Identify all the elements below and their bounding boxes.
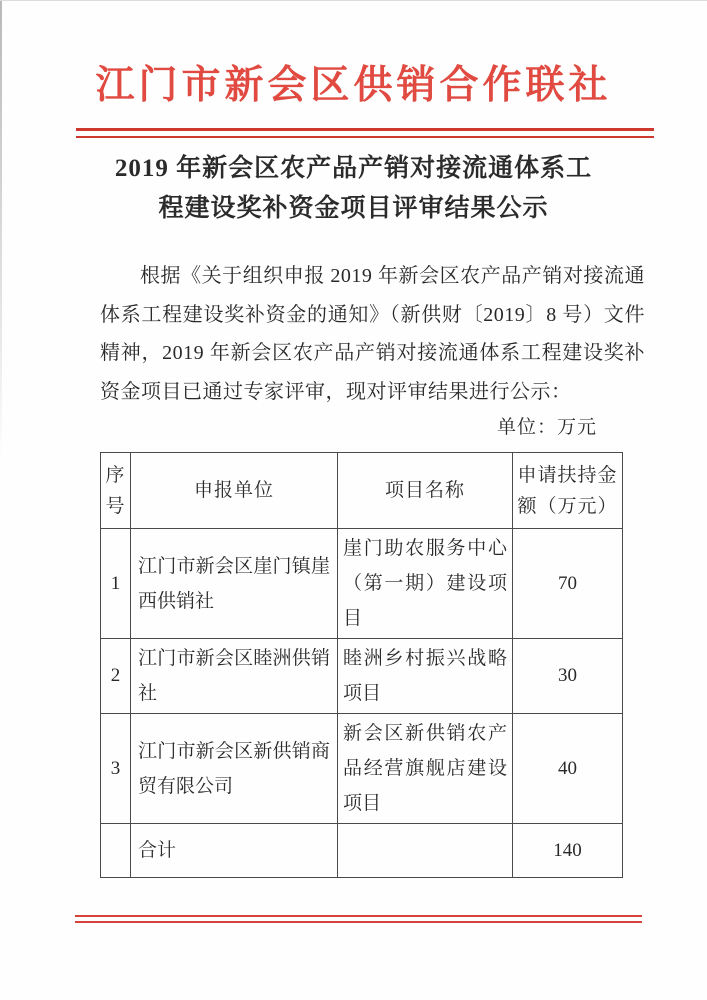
table-row bbox=[101, 639, 623, 714]
cell-project bbox=[338, 824, 513, 878]
col-header-project: 项目名称 bbox=[338, 453, 513, 529]
cell-no: 1 bbox=[101, 529, 131, 639]
doc-title bbox=[40, 149, 667, 229]
cell-amount: 70 bbox=[513, 529, 623, 639]
cell-applicant: 江门市新会区新供销商贸有限公司 bbox=[131, 714, 338, 824]
body-paragraph: 根据《关于组织申报 2019 年新会区农产品产销对接流通体系工程建设奖补资金的通知》（新供财〔2019〕8 号）文件精神，2019 年新会区农产品产销对接流通体系工程建设奖补资金项目已通过专家评审，现对评审结果进行公示： bbox=[100, 265, 645, 403]
org-letterhead-title: 江门市新会区供销合作联社 bbox=[95, 64, 612, 107]
cell-project: 崖门助农服务中心（第一期）建设项目 bbox=[338, 529, 513, 639]
table-total-row bbox=[101, 824, 623, 878]
doc-title-line1: 2019 年新会区农产品产销对接流通体系工 bbox=[114, 155, 593, 182]
scan-edge-top bbox=[0, 0, 707, 1]
table-row bbox=[101, 529, 623, 639]
cell-no: 3 bbox=[101, 714, 131, 824]
cell-applicant: 江门市新会区睦洲供销社 bbox=[131, 639, 338, 714]
cell-no bbox=[101, 824, 131, 878]
doc-title-line2: 程建设奖补资金项目评审结果公示 bbox=[158, 195, 549, 222]
cell-applicant: 江门市新会区崖门镇崖西供销社 bbox=[131, 529, 338, 639]
cell-amount: 40 bbox=[513, 714, 623, 824]
cell-no: 2 bbox=[101, 639, 131, 714]
col-header-no: 序号 bbox=[101, 453, 131, 529]
cell-total-amount: 140 bbox=[513, 824, 623, 878]
cell-project: 新会区新供销农产品经营旗舰店建设项目 bbox=[338, 714, 513, 824]
cell-project: 睦洲乡村振兴战略项目 bbox=[338, 639, 513, 714]
table-row bbox=[101, 714, 623, 824]
letterhead-double-rule bbox=[76, 128, 654, 138]
scan-edge-left bbox=[0, 0, 2, 460]
table-header-row bbox=[101, 453, 623, 529]
col-header-amount: 申请扶持金额（万元） bbox=[513, 453, 623, 529]
cell-total-label: 合计 bbox=[131, 824, 338, 878]
unit-label: 单位：万元 bbox=[496, 417, 597, 438]
col-header-applicant: 申报单位 bbox=[131, 453, 338, 529]
results-table bbox=[100, 452, 623, 878]
footer-double-rule bbox=[75, 915, 642, 923]
cell-amount: 30 bbox=[513, 639, 623, 714]
